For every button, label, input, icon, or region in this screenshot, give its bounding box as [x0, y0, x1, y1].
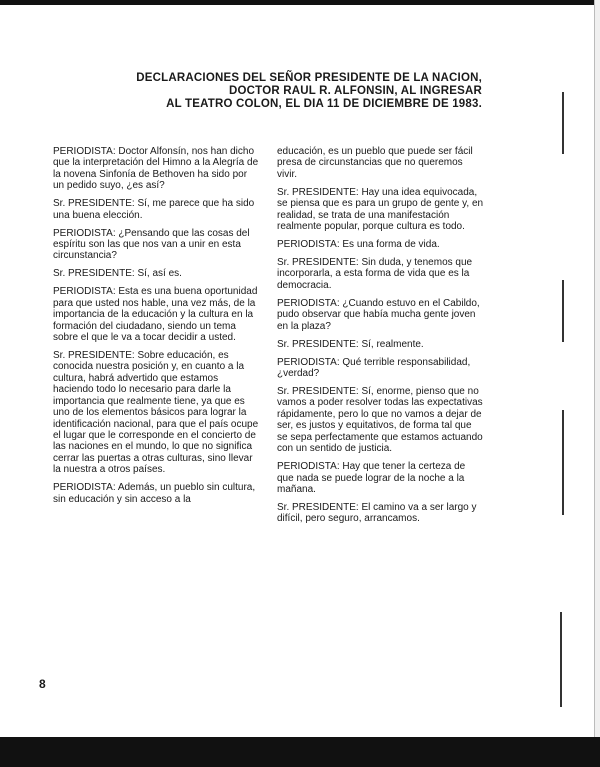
scan-bottom-edge [0, 737, 600, 767]
scan-mark [562, 410, 564, 515]
paragraph: PERIODISTA: Esta es una buena oportunidad para que usted nos hable, una vez más, de la importancia de la educación y la cultura en la formación del ciudadano, siendo un tema sobre el que le va a tocar decidir a usted. [53, 286, 258, 344]
paragraph: Sr. PRESIDENTE: El camino va a ser largo y difícil, pero seguro, arrancamos. [277, 501, 477, 525]
scan-margin-marks [540, 0, 570, 767]
page-number: 8 [39, 677, 46, 691]
scan-mark [560, 612, 562, 707]
paragraph: Sr. PRESIDENTE: Sobre educación, es conocida nuestra posición y, en cuanto a la cultura, habrá advertido que estamos haciendo todo lo necesario para darle la importancia que realmente tiene, ya que es uno de los elementos básicos para lograr la identificación nacional, para que el país ocupe el lugar que le corresponde en el concierto de las naciones en el mundo, lo que no significa cerrar las puertas a otras culturas, sino llevar la nuestra a otros países. [53, 350, 259, 476]
paragraph: PERIODISTA: Hay que tener la certeza de que nada se puede lograr de la noche a la mañana. [277, 461, 466, 495]
paragraph: PERIODISTA: ¿Cuando estuvo en el Cabildo, pudo observar que había mucha gente joven en la plaza? [277, 297, 480, 332]
paragraph: PERIODISTA: ¿Pensando que las cosas del espíritu son las que nos van a unir en esta circunstancia? [53, 227, 250, 262]
scan-mark [562, 280, 564, 342]
right-column [277, 146, 484, 531]
paragraph: Sr. PRESIDENTE: Sí, realmente. [277, 338, 424, 350]
paragraph: Sr. PRESIDENTE: Sí, así es. [53, 268, 182, 280]
paragraph: PERIODISTA: Además, un pueblo sin cultura, sin educación y sin acceso a la [53, 482, 256, 505]
left-column [53, 146, 260, 512]
heading-line-2: DOCTOR RAUL R. ALFONSIN, AL INGRESAR [229, 85, 482, 97]
paragraph: Sr. PRESIDENTE: Sí, me parece que ha sido una buena elección. [53, 198, 255, 221]
paragraph: PERIODISTA: Doctor Alfonsín, nos han dicho que la interpretación del Himno a la Alegría de la novena Sinfonía de Bethoven ha sido por un pedido suyo, ¿es así? [53, 146, 259, 192]
document-heading [52, 72, 482, 111]
paragraph: Sr. PRESIDENTE: Sí, enorme, pienso que no vamos a poder resolver todas las expectativas rápidamente, pero lo que no vamos a dejar de ser, es justos y equitativos, de forma tal que se sepa perfectamente que estamos actuando con un sentido de justicia. [277, 386, 483, 455]
paragraph: PERIODISTA: Qué terrible responsabilidad, ¿verdad? [277, 356, 471, 380]
scan-right-edge [594, 0, 600, 767]
paragraph: Sr. PRESIDENTE: Sin duda, y tenemos que incorporarla, a esta forma de vida que es la democracia. [277, 257, 473, 291]
paragraph: educación, es un pueblo que puede ser fácil presa de circunstancias que no queremos vivir. [277, 146, 473, 180]
scan-top-edge [0, 0, 600, 5]
heading-line-3: AL TEATRO COLON, EL DIA 11 DE DICIEMBRE DE 1983. [166, 98, 482, 110]
scan-mark [562, 92, 564, 154]
paragraph: PERIODISTA: Es una forma de vida. [277, 239, 440, 251]
heading-line-1: DECLARACIONES DEL SEÑOR PRESIDENTE DE LA NACION, [136, 72, 482, 84]
paragraph: Sr. PRESIDENTE: Hay una idea equivocada, se piensa que es para un grupo de gente y, en realidad, se trata de una manifestación realmente popular, porque cultura es todo. [277, 186, 484, 233]
